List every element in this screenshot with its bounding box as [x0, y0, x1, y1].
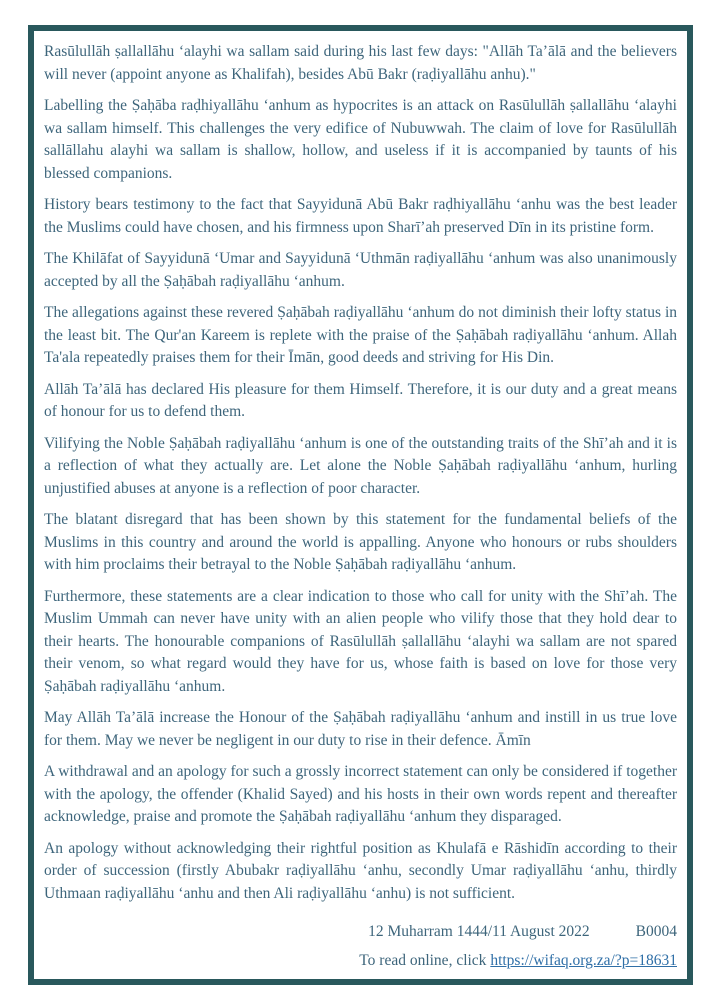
body-paragraph: A withdrawal and an apology for such a grossly incorrect statement can only be considered if together with the apology, the offender (Khalid Sayed) and his hosts in their own words repent and thereafter acknowledge, praise and promote the Ṣaḥābah raḍiyallāhu ‘anhum they disparaged. [44, 763, 677, 825]
body-paragraph: Rasūlullāh ṣallallāhu ‘alayhi wa sallam said during his last few days: "Allāh Ta’ālā and the believers will never (appoint anyone as Khalifah), besides Abū Bakr (raḍiyallāhu anhu)." [44, 43, 677, 83]
footer-link-row [44, 950, 677, 972]
body-paragraph: An apology without acknowledging their rightful position as Khulafā e Rāshidīn according to their order of succession (firstly Abubakr raḍiyallāhu ‘anhu, secondly Umar raḍiyallāhu ‘anhu, thirdly Uthmaan raḍiyallāhu ‘anhu and then Ali raḍiyallāhu ‘anhu) is not sufficient. [44, 839, 677, 902]
body-paragraph: History bears testimony to the fact that Sayyidunā Abū Bakr raḍhiyallāhu ‘anhu was the best leader the Muslims could have chosen, and his firmness upon Sharī’ah preserved Dīn in its pristine form. [44, 196, 677, 236]
body-paragraph: May Allāh Ta’ālā increase the Honour of the Ṣaḥābah raḍiyallāhu ‘anhum and instill in us true love for them. May we never be negligent in our duty to rise in their defence. Āmīn [44, 709, 677, 749]
body-paragraph: Furthermore, these statements are a clear indication to those who call for unity with the Shī’ah. The Muslim Ummah can never have unity with an alien people who vilify those that they hold dear to their hearts. The honourable companions of Rasūlullāh ṣallallāhu ‘alayhi wa sallam are not spared their venom, so what regard would they have for us, whose faith is based on love for those very Ṣaḥābah raḍiyallāhu ‘anhum. [44, 587, 677, 695]
read-online-link[interactable]: https://wifaq.org.za/?p=18631 [490, 952, 677, 969]
footer-date-row [44, 921, 677, 943]
read-online-text: To read online, click [359, 952, 491, 969]
footer-date: 12 Muharram 1444/11 August 2022 [368, 923, 590, 940]
body-paragraph: The Khilāfat of Sayyidunā ‘Umar and Sayyidunā ‘Uthmān raḍiyallāhu ‘anhum was also unanimously accepted by all the Ṣaḥābah raḍiyallāhu ‘anhum. [44, 250, 677, 290]
body-paragraph: Labelling the Ṣaḥāba raḍhiyallāhu ‘anhum as hypocrites is an attack on Rasūlullāh ṣallallāhu ‘alayhi wa sallam himself. This challenges the very edifice of Nubuwwah. The claim of love for Rasūlullāh sallāllahu alayhi wa sallam is shallow, hollow, and useless if it is accompanied by taunts of his blessed companions. [44, 97, 677, 182]
footer [44, 921, 677, 972]
body-paragraph: Vilifying the Noble Ṣaḥābah raḍiyallāhu ‘anhum is one of the outstanding traits of the Shī’ah and it is a reflection of what they actually are. Let alone the Noble Ṣaḥābah raḍiyallāhu ‘anhum, hurling unjustified abuses at anyone is a reflection of poor character. [44, 434, 677, 497]
document-frame [28, 25, 693, 985]
footer-doc-code: B0004 [635, 923, 677, 940]
body-paragraph: The allegations against these revered Ṣaḥābah raḍiyallāhu ‘anhum do not diminish their lofty status in the least bit. The Qur'an Kareem is replete with the praise of the Ṣaḥābah raḍiyallāhu ‘anhum. Allah Ta'ala repeatedly praises them for their Īmān, good deeds and striving for His Din. [44, 304, 677, 366]
body-paragraph: The blatant disregard that has been shown by this statement for the fundamental beliefs of the Muslims in this country and around the world is appalling. Anyone who honours or rubs shoulders with him proclaims their betrayal to the Noble Ṣaḥābah raḍiyallāhu ‘anhum. [44, 511, 677, 573]
body-paragraph: Allāh Ta’ālā has declared His pleasure for them Himself. Therefore, it is our duty and a great means of honour for us to defend them. [44, 380, 677, 420]
